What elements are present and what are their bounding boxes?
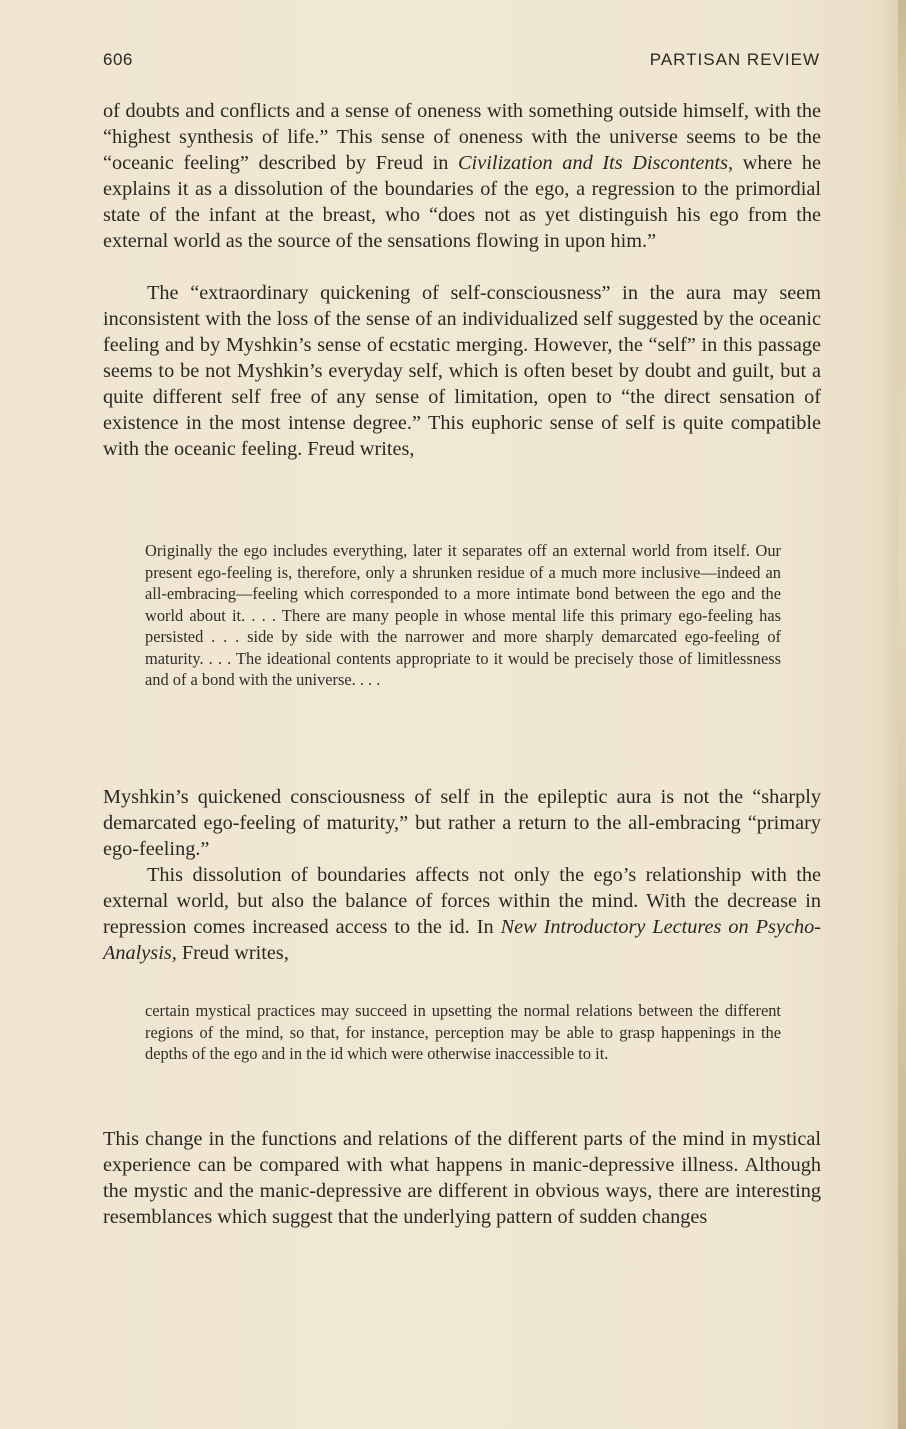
book-title-civilization: Civilization and Its Discontents, [458,152,734,174]
book-title-new-introductory-lectures: New Introductory Lectures on Psycho-Analysis, [103,916,821,964]
block-quote-2: certain mystical practices may succeed in upsetting the normal relations between the different regions of the mind, so that, for instance, perception may be able to grasp happenings in the depths of the ego and in the id which were otherwise inaccessible to it. [145,1001,781,1063]
paragraph-3: Myshkin’s quickened consciousness of self in the epileptic aura is not the “sharply demarcated ego-feeling of maturity,” but rather a return to the all-embracing “primary ego-feeling.” [103,786,821,860]
journal-title: PARTISAN REVIEW [649,50,820,69]
paragraph-2: The “extraordinary quickening of self-consciousness” in the aura may seem inconsistent with the loss of the sense of an individualized self suggested by the oceanic feeling and by Myshkin’s sense of ecstatic merging. However, the “self” in this passage seems to be not Myshkin’s everyday self, which is often beset by doubt and guilt, but a quite different self free of any sense of limitation, open to “the direct sensation of existence in the most intense degree.” This euphoric sense of self is quite compatible with the oceanic feeling. Freud writes, [103,282,821,460]
page-number: 606 [103,50,133,69]
running-header [103,50,820,70]
paragraph-4: This dissolution of boundaries affects not only the ego’s relationship with the external world, but also the balance of forces within the mind. With the decrease in repression comes increased access to the id. In New Introductory Lectures on Psycho-Analysis, Freud writes, [103,864,821,964]
page-edge [898,0,906,1429]
block-quote-1: Originally the ego includes everything, later it separates off an external world from itself. Our present ego-feeling is, therefore, only a shrunken residue of a much more inclusive—indeed an all-embracing—feeling which corresponded to a more intimate bond between the ego and the world about it. . . . There are many people in whose mental life this primary ego-feeling has persisted . . . side by side with the narrower and more sharply demarcated ego-feeling of maturity. . . . The ideational contents appropriate to it would be precisely those of limitlessness and of a bond with the universe. . . . [145,541,781,689]
paragraph-1: of doubts and conflicts and a sense of oneness with something outside himself, with the “highest synthesis of life.” This sense of oneness with the universe seems to be the “oceanic feeling” described by Freud in Civilization and Its Discontents, where he explains it as a dissolution of the boundaries of the ego, a regression to the primordial state of the infant at the breast, who “does not as yet distinguish his ego from the external world as the source of the sensations flowing in upon him.” [103,100,821,252]
paragraph-5: This change in the functions and relations of the different parts of the mind in mystical experience can be compared with what happens in manic-depressive illness. Although the mystic and the manic-depressive are different in obvious ways, there are interesting resemblances which suggest that the underlying pattern of sudden changes [103,1128,821,1228]
